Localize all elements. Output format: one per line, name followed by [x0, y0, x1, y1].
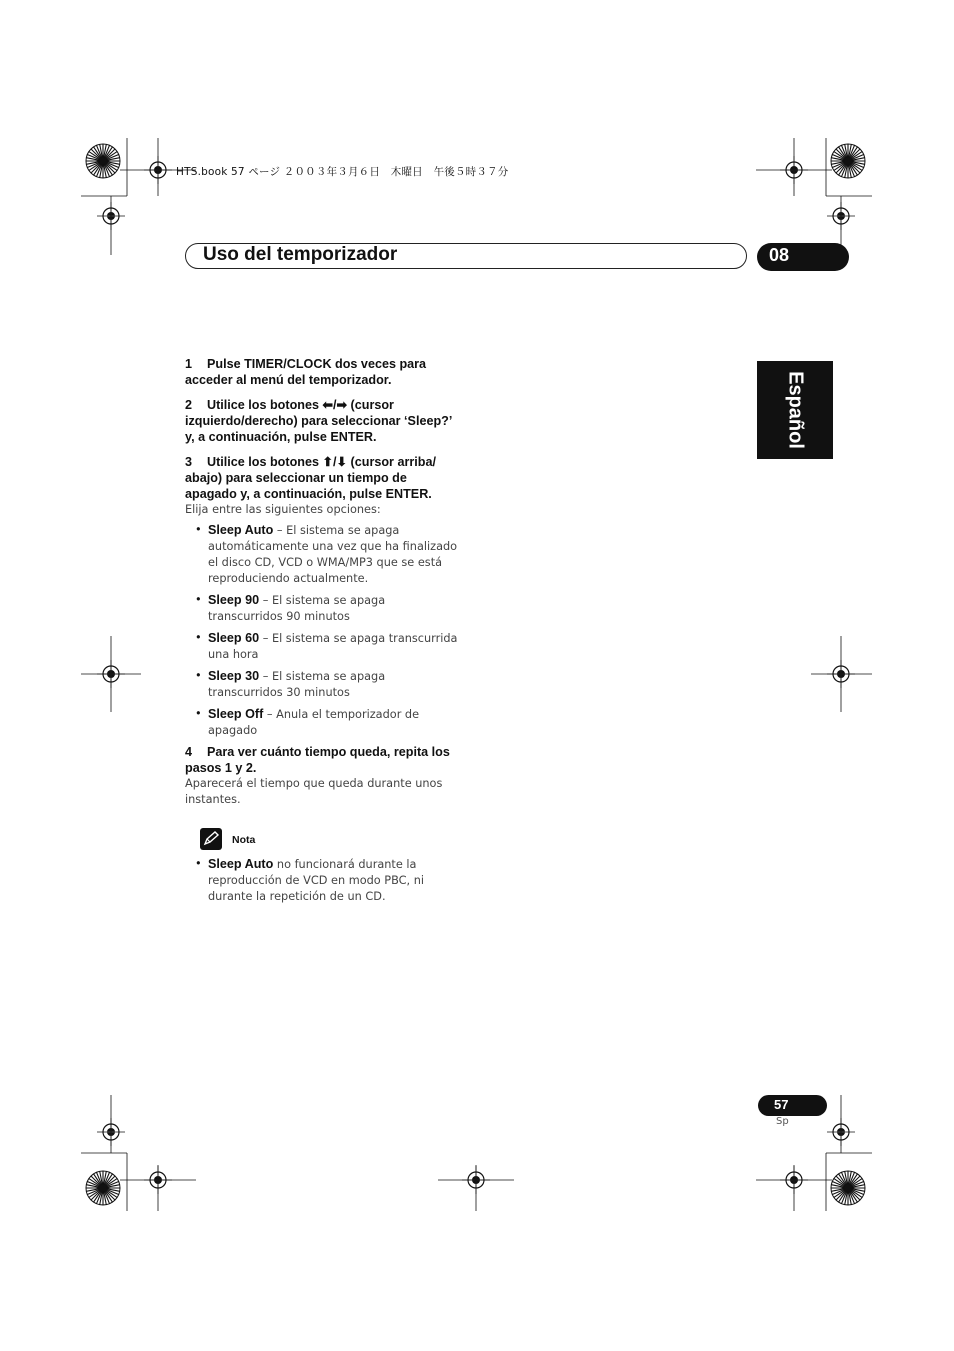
step-text: Utilice los botones ⬆/⬇ (cursor arriba/ abajo) para seleccionar un tiempo de apagado y, a continuación, pulse ENTER. — [185, 455, 436, 501]
option-term: Sleep 90 — [208, 593, 260, 607]
language-tab — [757, 361, 833, 459]
note-pencil-icon — [200, 828, 222, 850]
section-title: Uso del temporizador — [203, 244, 398, 265]
list-item: • Sleep 60 – El sistema se apaga transcurrida una hora — [195, 631, 458, 661]
option-desc: – El sistema se apaga automáticamente una vez que ha finalizado el disco CD, VCD o WMA/MP3 que se está reproduciendo actualmente. — [208, 524, 458, 585]
step-number: 4 — [185, 745, 193, 759]
list-item: • Sleep Auto no funcionará durante la reproducción de VCD en modo PBC, ni durante la repetición de un CD. — [195, 857, 425, 903]
chapter-badge — [757, 243, 849, 271]
language-label: Español — [784, 371, 807, 449]
note-header — [185, 828, 460, 854]
chapter-number: 08 — [769, 245, 790, 265]
step-text: Pulse TIMER/CLOCK dos veces para acceder al menú del temporizador. — [185, 357, 427, 387]
list-item: • Sleep 90 – El sistema se apaga transcurridos 90 minutos — [195, 593, 386, 623]
step-text: Utilice los botones ⬅/➡ (cursor izquierdo/derecho) para seleccionar ‘Sleep?’ y, a continuación, pulse ENTER. — [185, 398, 452, 444]
step-number: 1 — [185, 357, 193, 371]
option-desc: – El sistema se apaga transcurridos 90 minutos — [208, 594, 386, 623]
content-column — [185, 356, 460, 910]
options-list — [185, 522, 460, 739]
print-slug: HTS.book 57 ページ ２００３年３月６日 木曜日 午後５時３７分 — [176, 166, 509, 178]
option-term: Sleep Off — [208, 707, 264, 721]
step-3 — [185, 454, 460, 502]
page-language-code: Sp — [776, 1116, 789, 1127]
option-term: Sleep Auto — [208, 523, 274, 537]
step-1 — [185, 356, 460, 388]
list-item: • Sleep Auto – El sistema se apaga automáticamente una vez que ha finalizado el disco CD, VCD o WMA/MP3 que se está reproduciendo actualmente. — [195, 523, 458, 585]
list-item: • Sleep 30 – El sistema se apaga transcurridos 30 minutos — [195, 669, 386, 699]
step-number: 2 — [185, 398, 193, 412]
option-term: Sleep 30 — [208, 669, 260, 683]
page-number-badge — [758, 1095, 827, 1116]
note-list — [185, 856, 460, 905]
step-3-body: Elija entre las siguientes opciones: — [185, 503, 381, 516]
step-text: Para ver cuánto tiempo queda, repita los pasos 1 y 2. — [185, 745, 450, 775]
step-4-body: Aparecerá el tiempo que queda durante unos instantes. — [185, 777, 443, 806]
list-item: • Sleep Off – Anula el temporizador de apagado — [195, 707, 420, 737]
step-2 — [185, 397, 460, 445]
note-term: Sleep Auto — [208, 857, 274, 871]
step-number: 3 — [185, 455, 193, 469]
option-term: Sleep 60 — [208, 631, 260, 645]
option-desc: – Anula el temporizador de apagado — [208, 708, 420, 737]
option-desc: – El sistema se apaga transcurrida una hora — [208, 632, 458, 661]
option-desc: – El sistema se apaga transcurridos 30 minutos — [208, 670, 386, 699]
note-label: Nota — [232, 834, 256, 846]
note-desc: no funcionará durante la reproducción de VCD en modo PBC, ni durante la repetición de un CD. — [208, 858, 425, 903]
page-number: 57 — [774, 1097, 789, 1112]
step-4 — [185, 744, 460, 776]
